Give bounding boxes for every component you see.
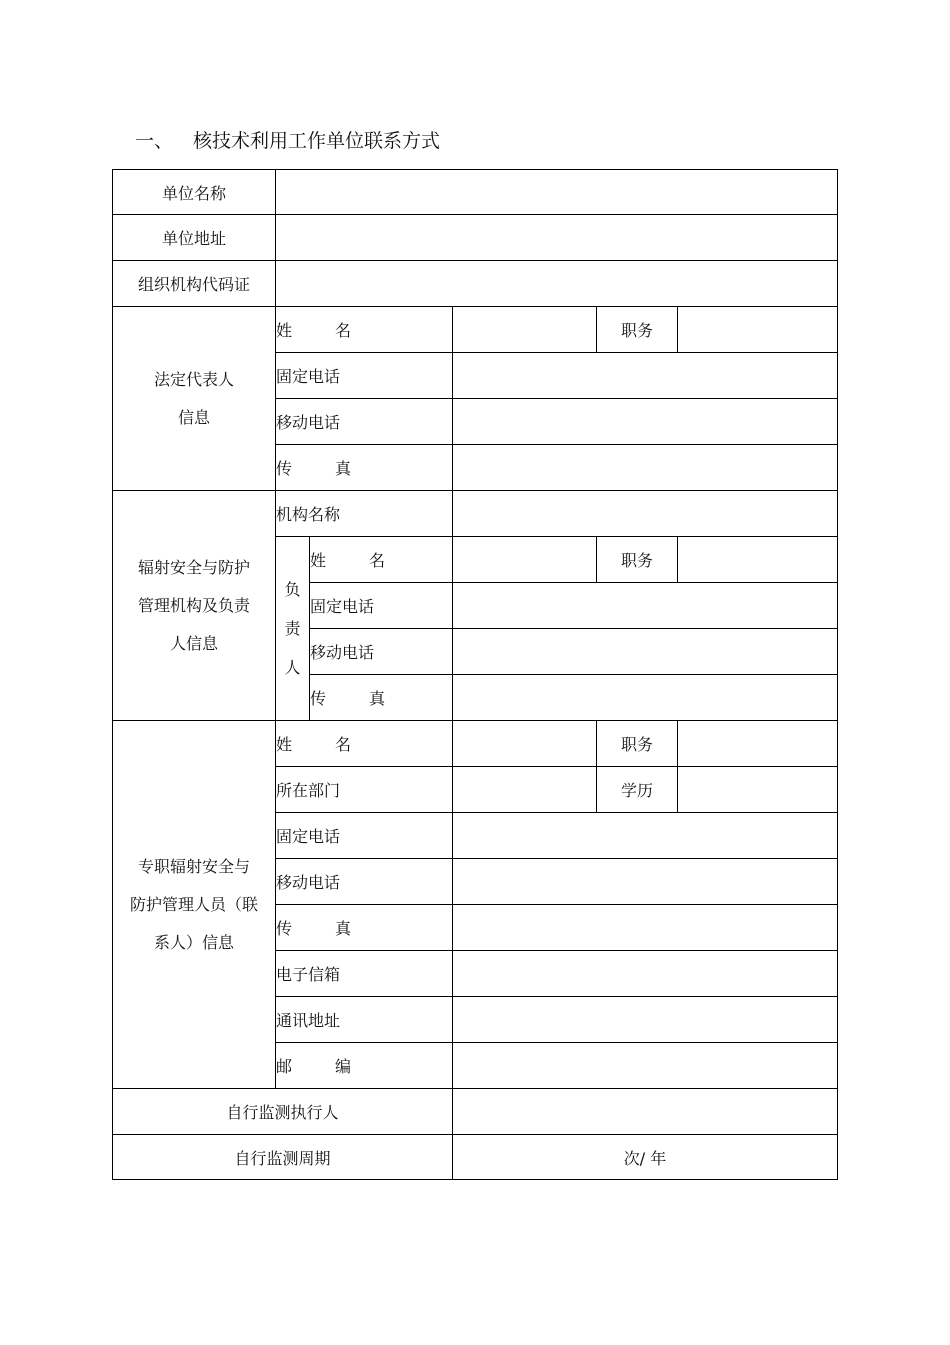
section-title: 核技术利用工作单位联系方式 xyxy=(193,130,441,152)
safety-head-name-label xyxy=(310,537,453,583)
unit-address-label: 单位地址 xyxy=(113,215,276,261)
legal-rep-position-field[interactable] xyxy=(678,307,838,353)
contact-position-field[interactable] xyxy=(678,721,838,767)
legal-rep-fax-field[interactable] xyxy=(453,445,838,491)
legal-rep-fax-label xyxy=(276,445,453,491)
contact-position-label: 职务 xyxy=(597,721,678,767)
contact-education-label: 学历 xyxy=(597,767,678,813)
contact-label-line2: 防护管理人员（联 xyxy=(129,894,258,914)
monitoring-cycle-label: 自行监测周期 xyxy=(113,1135,453,1180)
safety-head-position-field[interactable] xyxy=(678,537,838,583)
contact-email-label: 电子信箱 xyxy=(276,951,453,997)
legal-rep-name-label xyxy=(276,307,453,353)
safety-head-char-3: 人 xyxy=(284,658,301,677)
monitoring-cycle-field[interactable]: 次/ 年 xyxy=(453,1135,838,1180)
unit-name-label: 单位名称 xyxy=(113,170,276,215)
contact-mail-address-field[interactable] xyxy=(453,997,838,1043)
monitoring-executor-field[interactable] xyxy=(453,1089,838,1135)
safety-head-fax-text: 传 真 xyxy=(310,689,385,708)
safety-head-fax-label xyxy=(310,675,453,721)
safety-head-fax-field[interactable] xyxy=(453,675,838,721)
contact-label-line1: 专职辐射安全与 xyxy=(137,856,250,876)
contact-fax-label xyxy=(276,905,453,951)
safety-head-name-text: 姓 名 xyxy=(310,551,385,570)
safety-org-name-label: 机构名称 xyxy=(276,491,453,537)
legal-rep-position-label: 职务 xyxy=(597,307,678,353)
safety-head-vertical-label xyxy=(276,537,310,721)
safety-head-phone-label: 固定电话 xyxy=(310,583,453,629)
safety-org-group-label xyxy=(113,491,276,721)
legal-rep-group-label xyxy=(113,307,276,491)
contact-name-field[interactable] xyxy=(453,721,597,767)
contact-dept-label: 所在部门 xyxy=(276,767,453,813)
section-number: 一、 xyxy=(135,130,174,152)
contact-mobile-label: 移动电话 xyxy=(276,859,453,905)
legal-rep-fax-text: 传 真 xyxy=(276,459,351,478)
legal-rep-name-text: 姓 名 xyxy=(276,321,351,340)
safety-head-char-2: 责 xyxy=(284,619,301,638)
contact-postcode-text: 邮 编 xyxy=(276,1057,351,1076)
contact-dept-field[interactable] xyxy=(453,767,597,813)
contact-form-table xyxy=(112,169,838,1180)
legal-rep-label-line1: 法定代表人 xyxy=(153,369,234,389)
unit-address-field[interactable] xyxy=(276,215,838,261)
safety-head-mobile-field[interactable] xyxy=(453,629,838,675)
legal-rep-mobile-field[interactable] xyxy=(453,399,838,445)
contact-name-label xyxy=(276,721,453,767)
safety-org-name-field[interactable] xyxy=(453,491,838,537)
contact-group-label xyxy=(113,721,276,1089)
contact-phone-field[interactable] xyxy=(453,813,838,859)
legal-rep-label-line2: 信息 xyxy=(177,407,210,427)
safety-org-label-line3: 人信息 xyxy=(169,633,218,653)
legal-rep-phone-label: 固定电话 xyxy=(276,353,453,399)
contact-name-text: 姓 名 xyxy=(276,735,351,754)
safety-org-label-line1: 辐射安全与防护 xyxy=(137,557,250,577)
legal-rep-phone-field[interactable] xyxy=(453,353,838,399)
safety-head-mobile-label: 移动电话 xyxy=(310,629,453,675)
contact-education-field[interactable] xyxy=(678,767,838,813)
monitoring-executor-label: 自行监测执行人 xyxy=(113,1089,453,1135)
unit-name-field[interactable] xyxy=(276,170,838,215)
contact-fax-field[interactable] xyxy=(453,905,838,951)
legal-rep-mobile-label: 移动电话 xyxy=(276,399,453,445)
section-heading xyxy=(135,126,440,156)
safety-head-position-label: 职务 xyxy=(597,537,678,583)
org-code-field[interactable] xyxy=(276,261,838,307)
contact-mail-address-label: 通讯地址 xyxy=(276,997,453,1043)
legal-rep-name-field[interactable] xyxy=(453,307,597,353)
org-code-label: 组织机构代码证 xyxy=(113,261,276,307)
safety-head-char-1: 负 xyxy=(284,580,301,599)
contact-email-field[interactable] xyxy=(453,951,838,997)
contact-postcode-label xyxy=(276,1043,453,1089)
contact-label-line3: 系人）信息 xyxy=(153,932,234,952)
safety-head-name-field[interactable] xyxy=(453,537,597,583)
contact-mobile-field[interactable] xyxy=(453,859,838,905)
safety-head-phone-field[interactable] xyxy=(453,583,838,629)
contact-postcode-field[interactable] xyxy=(453,1043,838,1089)
safety-org-label-line2: 管理机构及负责 xyxy=(137,595,250,615)
contact-phone-label: 固定电话 xyxy=(276,813,453,859)
contact-fax-text: 传 真 xyxy=(276,919,351,938)
